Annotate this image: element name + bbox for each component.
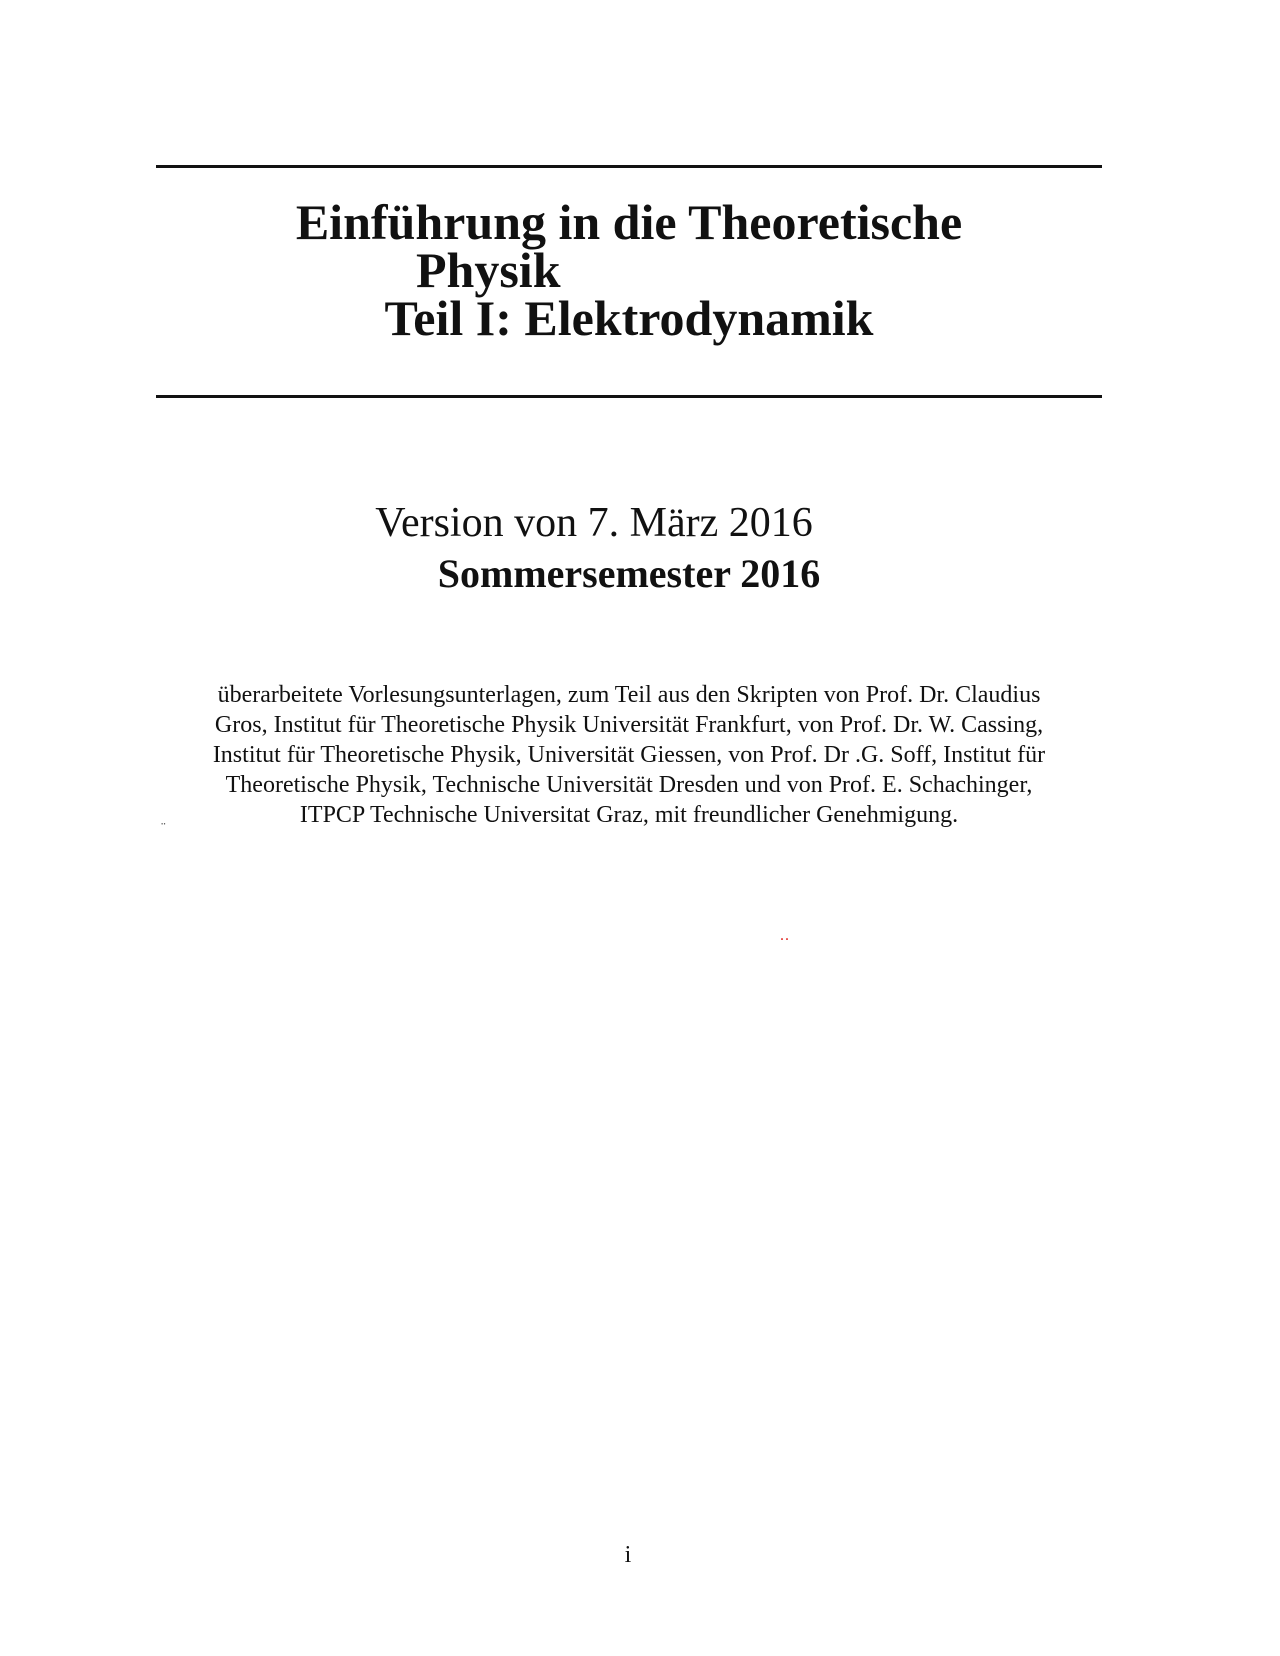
credits-line: überarbeitete Vorlesungsunterlagen, zum Teil aus den Skripten von Prof. Dr. Claudius <box>217 682 1041 708</box>
red-dots-mark: .. <box>780 927 790 944</box>
title-line-1: Einführung in die Theoretische <box>295 194 963 250</box>
title-line-2: Physik <box>416 242 561 298</box>
stray-diaeresis-mark: ¨ <box>161 821 166 836</box>
credits-line: Institut für Theoretische Physik, Universität Giessen, von Prof. Dr .G. Soff, Institut für <box>212 742 1046 768</box>
top-rule <box>156 165 1102 168</box>
semester-label: Sommersemester 2016 <box>437 551 821 596</box>
bottom-rule <box>156 395 1102 398</box>
credits-line: Gros, Institut für Theoretische Physik Universität Frankfurt, von Prof. Dr. W. Cassing, <box>214 712 1044 738</box>
credits-line: Theoretische Physik, Technische Universität Dresden und von Prof. E. Schachinger, <box>225 772 1033 798</box>
credits-paragraph <box>156 680 1102 830</box>
page-number: i <box>624 1542 632 1568</box>
credits-line: ITPCP Technische Universitat Graz, mit freundlicher Genehmigung. <box>299 802 959 828</box>
title-line-3: Teil I: Elektrodynamik <box>384 290 874 346</box>
document-title <box>156 194 1102 346</box>
version-date: Version von 7. März 2016 <box>375 500 813 546</box>
